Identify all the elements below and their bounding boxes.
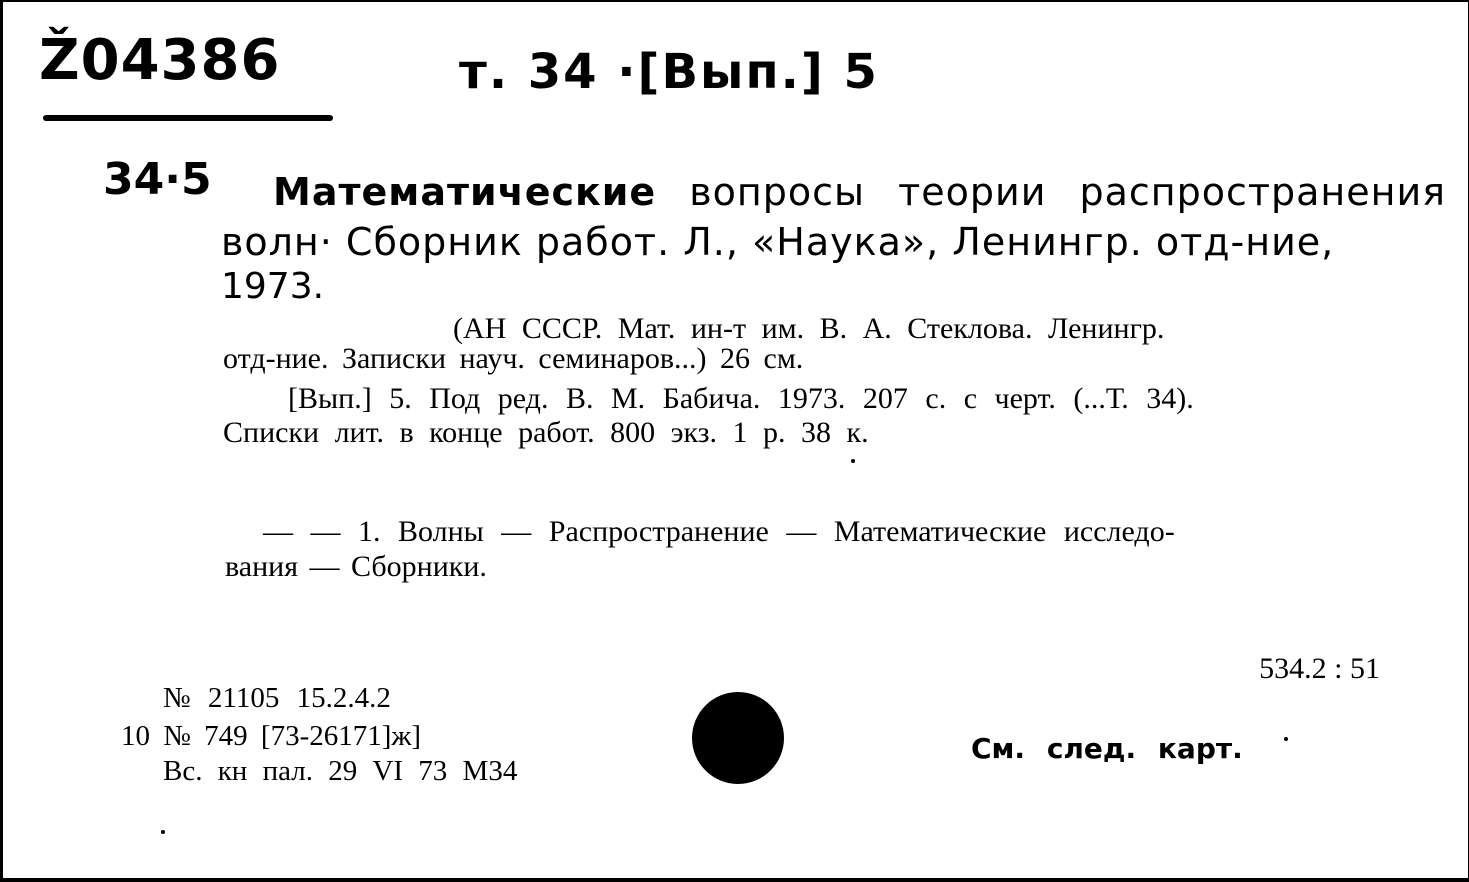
inventory-underline — [43, 115, 333, 121]
punch-hole — [692, 692, 784, 784]
udc-code: 534.2 : 51 — [1259, 652, 1380, 685]
shelf-mark: 34·5 — [103, 154, 212, 205]
issue-line-2: Списки лит. в конце работ. 800 экз. 1 р. 38 к. — [223, 416, 869, 449]
speck — [1284, 737, 1288, 741]
title-line-3: 1973. — [221, 266, 325, 307]
volume-note: т. 34 ·[Вып.] 5 — [459, 44, 879, 100]
speck — [851, 459, 855, 463]
subject-line-2: вания — Сборники. — [225, 550, 487, 583]
inventory-number: Ž04386 — [39, 28, 281, 93]
title-bold-part: Математические — [273, 170, 657, 214]
catalog-meta-line-1: № 21105 15.2.4.2 — [163, 682, 391, 714]
issue-line-1: [Вып.] 5. Под ред. В. М. Бабича. 1973. 207 с. с черт. (...Т. 34). — [288, 382, 1194, 415]
see-next-card-note: См. след. карт. — [971, 732, 1243, 765]
title-rest: вопросы теории распространения — [689, 170, 1447, 214]
series-line-1: (АН СССР. Мат. ин-т им. В. А. Стеклова. Ленингр. — [453, 312, 1165, 345]
title-line-2: волн· Сборник работ. Л., «Наука», Ленингр. отд-ние, — [221, 220, 1335, 264]
series-line-2: отд-ние. Записки науч. семинаров...) 26 см. — [223, 342, 804, 375]
title-line-1 — [273, 170, 1446, 214]
catalog-meta-line-2: 10 № 749 [73-26171]ж] — [121, 720, 422, 752]
subject-line-1: — — 1. Волны — Распространение — Математические исследо- — [263, 515, 1175, 548]
catalog-meta-line-3: Вс. кн пал. 29 VI 73 М34 — [163, 755, 518, 787]
speck — [161, 830, 165, 834]
